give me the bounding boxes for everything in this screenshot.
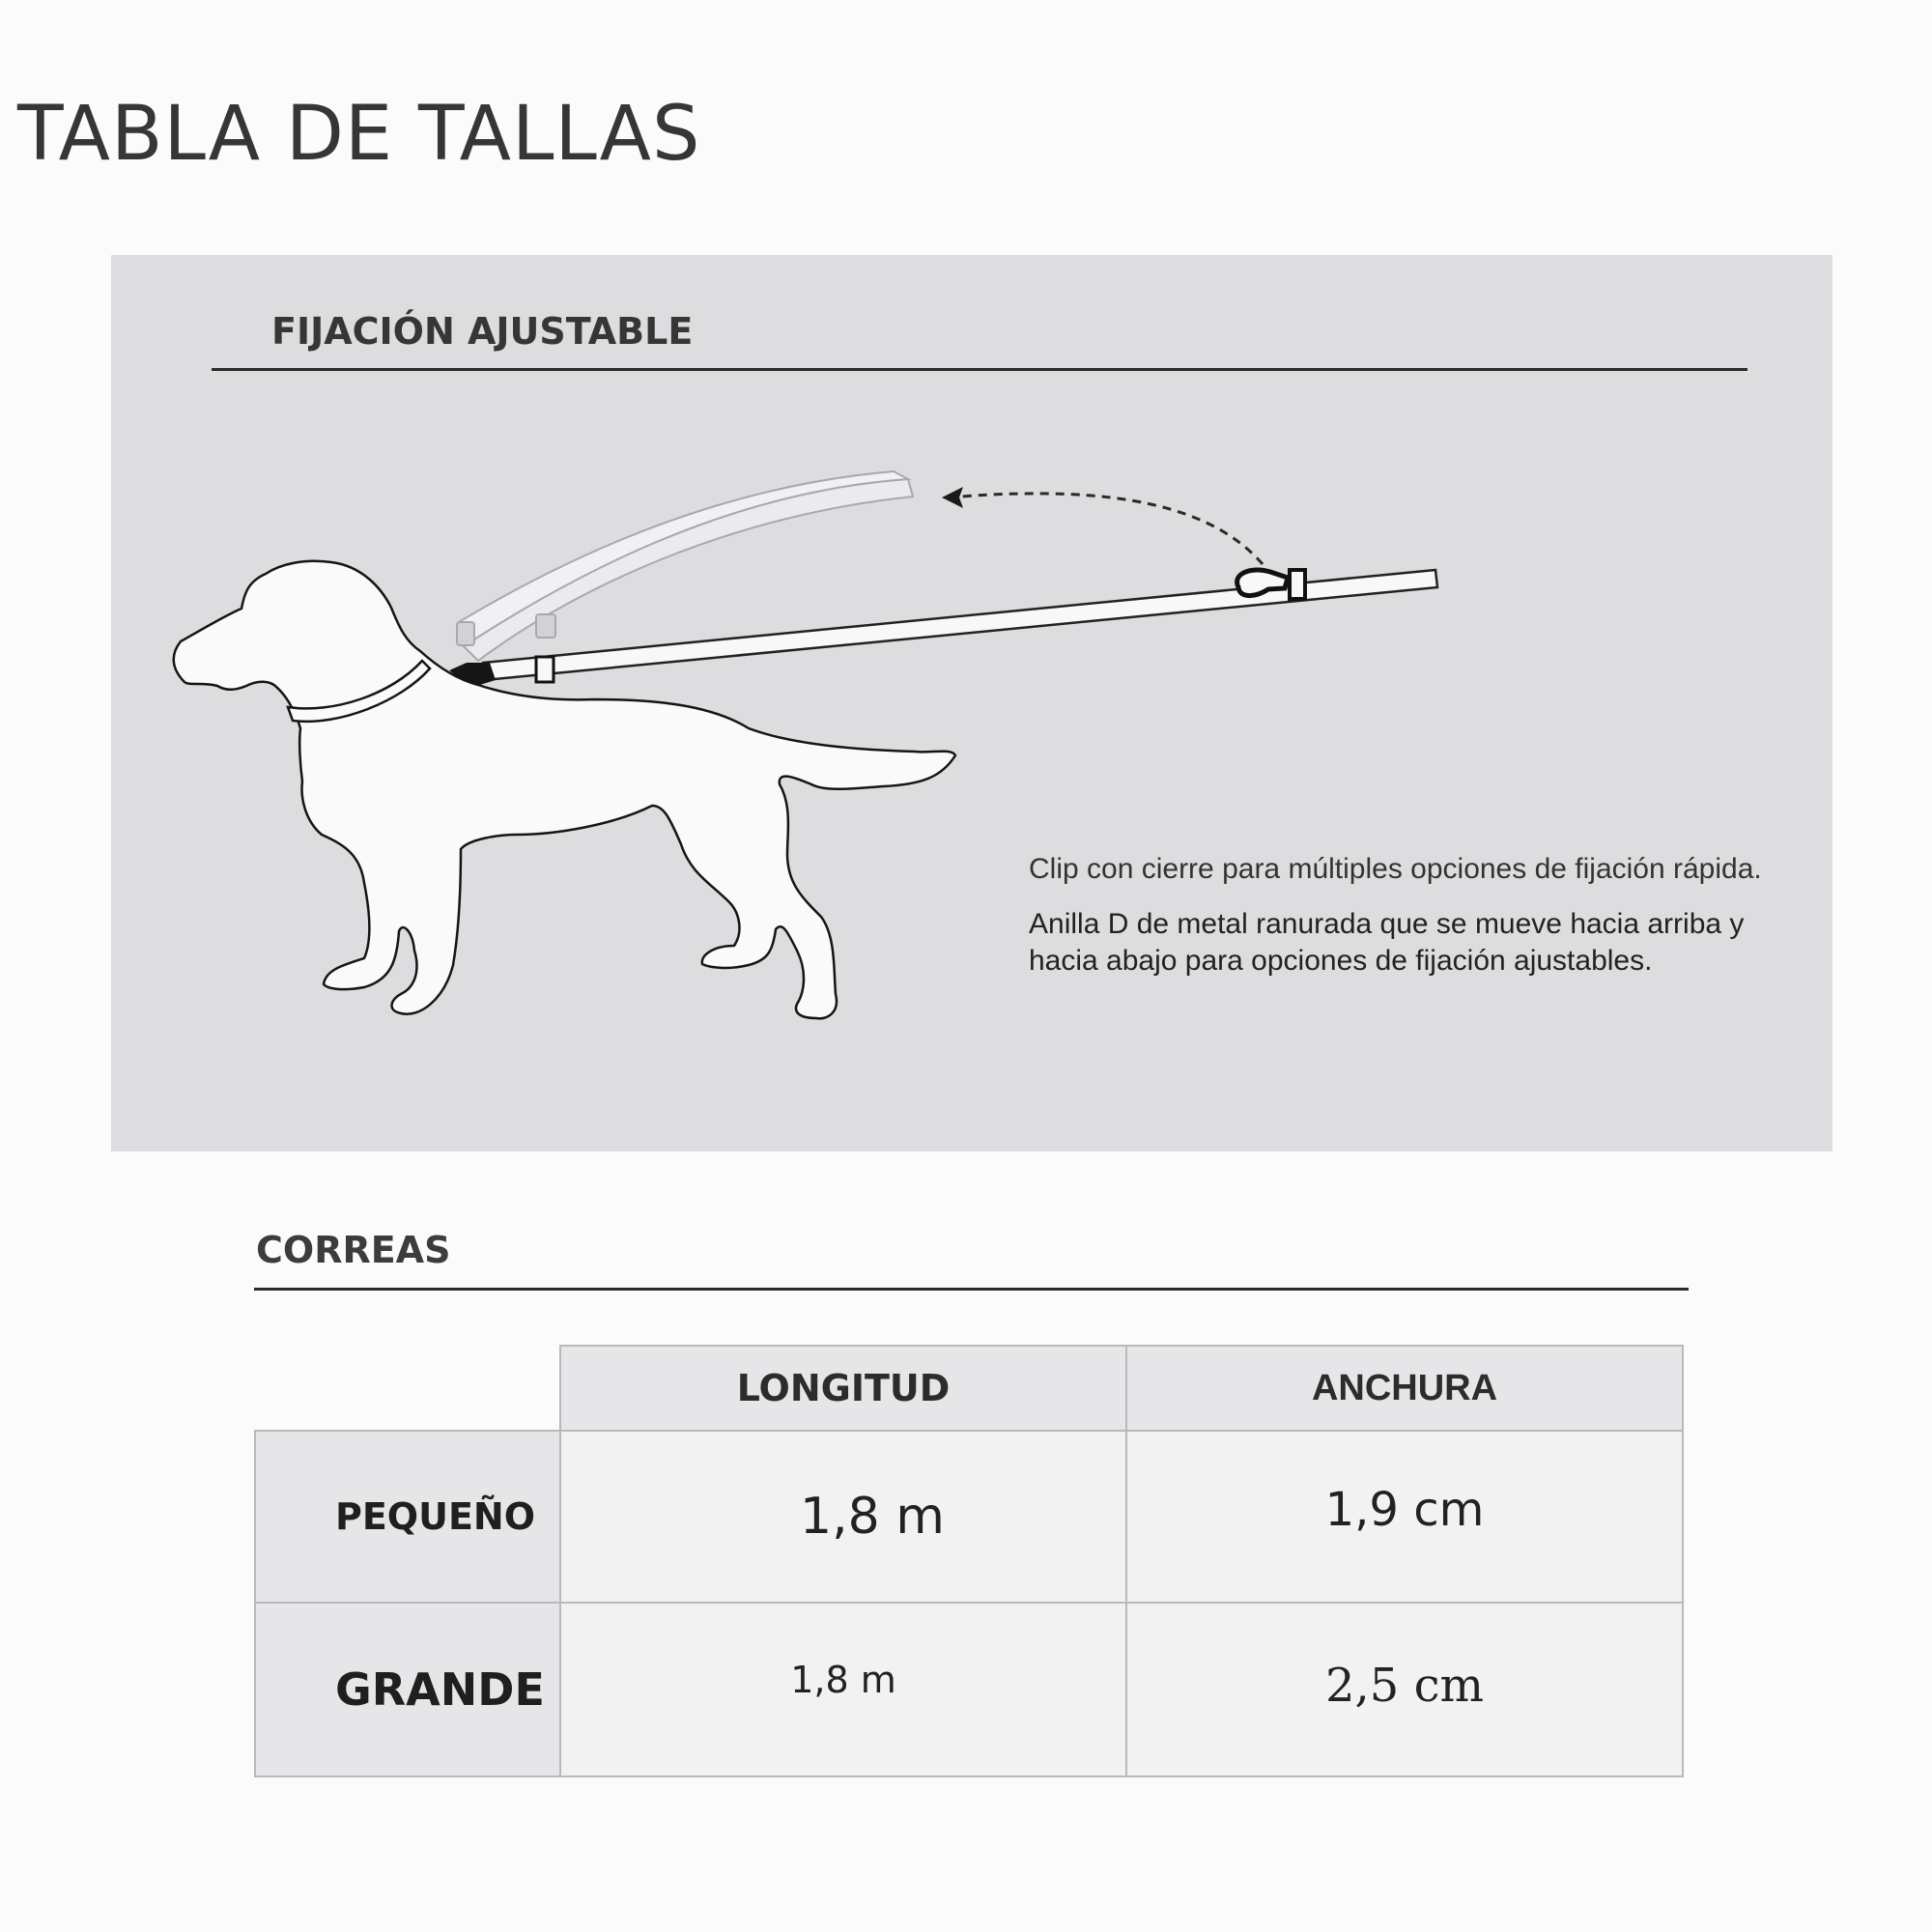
description-clip: Clip con cierre para múltiples opciones de fijación rápida. <box>1029 853 1762 885</box>
dog-leash-illustration <box>111 255 1833 1151</box>
row-label-small: PEQUEÑO <box>254 1430 561 1604</box>
cell-small-length: 1,8 m <box>559 1430 1127 1604</box>
cell-small-width: 1,9 cm <box>1125 1430 1684 1604</box>
size-table <box>254 1345 1684 1777</box>
section-divider <box>254 1288 1689 1291</box>
column-header-width: ANCHURA <box>1125 1345 1684 1432</box>
panel-heading: FIJACIÓN AJUSTABLE <box>271 310 694 353</box>
cell-large-length: 1,8 m <box>559 1602 1127 1777</box>
dashed-arrow <box>961 494 1263 564</box>
cell-large-width: 2,5 cm <box>1125 1602 1684 1777</box>
description-d-ring: Anilla D de metal ranurada que se mueve hacia arriba y hacia abajo para opciones de fijación ajustables. <box>1029 908 1745 977</box>
page-title: TABLA DE TALLAS <box>17 91 701 178</box>
section-heading-leashes: CORREAS <box>256 1229 451 1271</box>
attachment-description <box>1029 852 1821 979</box>
column-header-length: LONGITUD <box>559 1345 1127 1432</box>
arrow-head-icon <box>942 487 963 508</box>
attachment-panel <box>111 255 1833 1151</box>
row-label-large: GRANDE <box>254 1602 561 1777</box>
